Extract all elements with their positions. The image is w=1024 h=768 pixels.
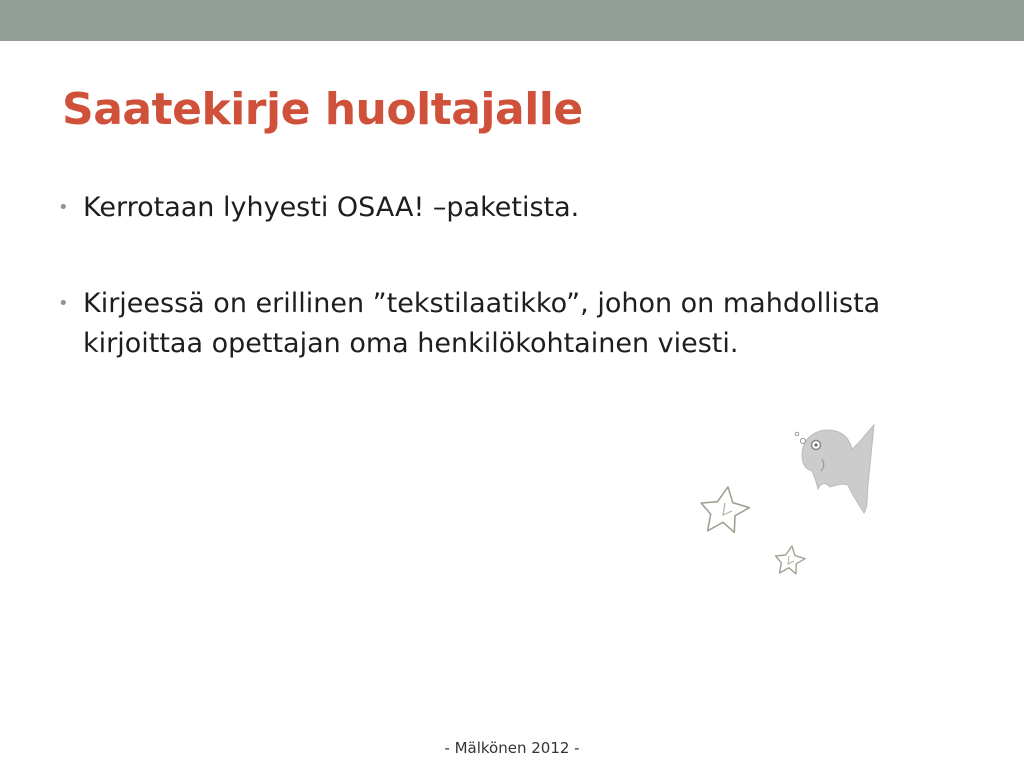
fish-icon: [795, 425, 874, 513]
bullet-dot-icon: •: [58, 197, 69, 218]
starfish-small-icon: [776, 546, 806, 574]
bullet-text: Kerrotaan lyhyesti OSAA! –paketista.: [83, 192, 580, 223]
slide-title: Saatekirje huoltajalle: [62, 84, 583, 135]
sea-decoration: [690, 415, 890, 590]
slide-footer: - Mälkönen 2012 -: [444, 739, 580, 757]
bullet-dot-icon: •: [58, 293, 69, 314]
starfish-icon: [701, 487, 749, 532]
bullet-item: [56, 284, 956, 364]
bullet-item: [56, 188, 956, 228]
bullet-list: [56, 188, 956, 364]
top-bar: [0, 0, 1024, 41]
bullet-text: Kirjeessä on erillinen ”tekstilaatikko”, johon on mahdollista kirjoittaa opettajan oma henkilökohtainen viesti.: [83, 288, 881, 359]
